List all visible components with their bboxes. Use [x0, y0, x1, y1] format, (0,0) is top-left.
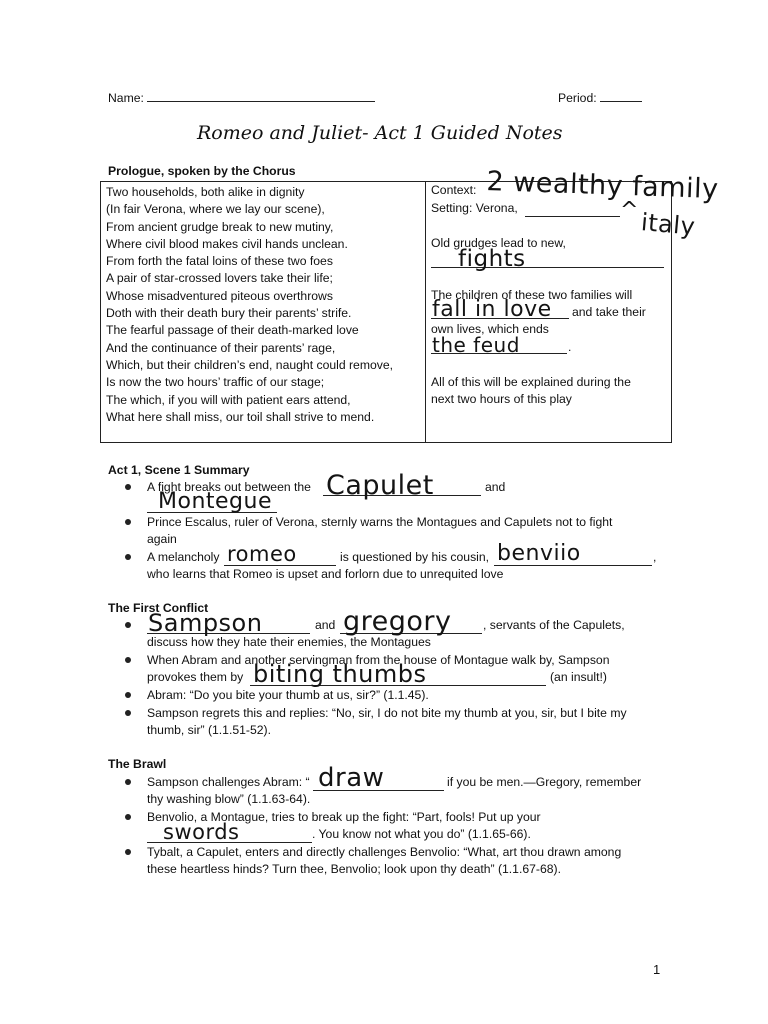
scene1-b2-line2: again — [147, 532, 177, 546]
scene1-heading: Act 1, Scene 1 Summary — [108, 463, 250, 477]
scene1-b1-text: A fight breaks out between the — [147, 480, 311, 494]
conflict-b1-post: , servants of the Capulets, — [483, 618, 625, 632]
grudges-text: Old grudges lead to new, — [431, 236, 566, 250]
brawl-b2-answer: swords — [163, 820, 240, 844]
scene1-b1-answer1: Capulet — [326, 470, 434, 501]
prologue-line: From forth the fatal loins of these two foes — [106, 254, 333, 269]
bullet — [125, 849, 131, 855]
prologue-line: The which, if you will with patient ears attend, — [106, 392, 351, 407]
bullet — [125, 484, 131, 490]
period-field — [558, 89, 642, 105]
conflict-b1-answer2: gregory — [343, 606, 452, 637]
own-lives-period: . — [568, 340, 572, 354]
conflict-b2-post: (an insult!) — [550, 670, 607, 684]
prologue-text-cell — [101, 182, 426, 443]
brawl-b1-answer: draw — [318, 763, 385, 793]
prologue-line: Where civil blood makes civil hands unclean. — [106, 236, 348, 251]
prologue-line: What here shall miss, our toil shall strive to mend. — [106, 409, 375, 424]
name-blank[interactable] — [147, 89, 375, 102]
conflict-b1-answer1: Sampson — [148, 609, 263, 637]
period-label: Period: — [558, 91, 597, 105]
conflict-b3: Abram: “Do you bite your thumb at us, sir?” (1.1.45). — [147, 688, 429, 702]
scene1-b3-text: A melancholy — [147, 550, 220, 564]
prologue-line: And the continuance of their parents’ rage, — [106, 340, 336, 355]
prologue-heading: Prologue, spoken by the Chorus — [108, 164, 296, 178]
page-number: 1 — [653, 962, 661, 977]
scene1-b3-mid: is questioned by his cousin, — [340, 550, 490, 564]
bullet — [125, 622, 131, 628]
conflict-b2-pre: provokes them by — [147, 670, 244, 684]
page-title: Romeo and Juliet- Act 1 Guided Notes — [197, 122, 563, 144]
bullet — [125, 692, 131, 698]
name-field — [108, 89, 375, 105]
brawl-b1-line2: thy washing blow” (1.1.63-64). — [147, 792, 311, 806]
brawl-b2-line1: Benvolio, a Montague, tries to break up the fight: “Part, fools! Put up your — [147, 810, 541, 824]
prologue-line: Two households, both alike in dignity — [106, 185, 305, 199]
brawl-b1-post: if you be men.—Gregory, remember — [447, 775, 642, 789]
grudges-answer: fights — [458, 246, 526, 272]
context-answer: 2 wealthy family — [486, 166, 720, 206]
prologue-line: (In fair Verona, where we lay our scene), — [106, 202, 325, 217]
bullet — [125, 554, 131, 560]
setting-arrow: ^ — [620, 198, 639, 223]
conflict-heading: The First Conflict — [108, 601, 209, 615]
scene1-b3-answer1: romeo — [227, 542, 297, 566]
brawl-b1-pre: Sampson challenges Abram: “ — [147, 775, 310, 789]
brawl-b2-post: . You know not what you do” (1.1.65-66). — [312, 827, 531, 841]
name-label: Name: — [108, 91, 144, 105]
prologue-line: Doth with their death bury their parents’ strife. — [106, 306, 352, 321]
brawl-b3-line2: these heartless hinds? Turn thee, Benvolio; look upon thy death” (1.1.67-68). — [147, 862, 561, 876]
conflict-b4-line2: thumb, sir” (1.1.51-52). — [147, 723, 271, 737]
own-lives-answer: the feud — [432, 333, 520, 357]
bullet — [125, 814, 131, 820]
conflict-b2-line1: When Abram and another servingman from the house of Montague walk by, Sampson — [147, 653, 610, 667]
setting-label: Setting: Verona, — [431, 201, 518, 215]
period-blank[interactable] — [600, 89, 642, 102]
conflict-b2-answer: biting thumbs — [253, 660, 427, 688]
explained-line-2: next two hours of this play — [431, 392, 572, 406]
children-text-2: and take their — [572, 305, 646, 319]
conflict-b1-and: and — [315, 618, 336, 632]
bullet — [125, 779, 131, 785]
children-answer: fall in love — [432, 297, 552, 322]
bullet — [125, 657, 131, 663]
scene1-b1-and: and — [485, 480, 506, 494]
scene1-b2-line1: Prince Escalus, ruler of Verona, sternly warns the Montagues and Capulets not to fight — [147, 515, 613, 529]
setting-blank[interactable] — [525, 204, 620, 217]
scene1-b3-answer2: benviio — [497, 541, 581, 566]
prologue-line: Which, but their children’s end, naught could remove, — [106, 357, 394, 372]
prologue-line: The fearful passage of their death-marked love — [106, 323, 359, 338]
context-label: Context: — [431, 183, 477, 197]
conflict-b4-line1: Sampson regrets this and replies: “No, sir, I do not bite my thumb at you, sir, but I bite my — [147, 706, 627, 720]
scene1-b3-comma: , — [653, 550, 657, 564]
bullet — [125, 710, 131, 716]
scene1-b1-answer2: Montegue — [158, 489, 272, 514]
own-lives-text: own lives, which ends — [431, 322, 549, 336]
prologue-line: A pair of star-crossed lovers take their life; — [106, 271, 333, 286]
prologue-line: From ancient grudge break to new mutiny, — [106, 219, 334, 234]
setting-answer: italy — [640, 208, 697, 241]
prologue-line: Is now the two hours’ traffic of our stage; — [106, 375, 325, 390]
prologue-line: Whose misadventured piteous overthrows — [106, 288, 333, 303]
brawl-b3-line1: Tybalt, a Capulet, enters and directly challenges Benvolio: “What, art thou drawn among — [147, 845, 622, 859]
conflict-b1-line2: discuss how they hate their enemies, the Montagues — [147, 635, 431, 649]
scene1-b3-line2: who learns that Romeo is upset and forlorn due to unrequited love — [147, 567, 504, 581]
brawl-heading: The Brawl — [108, 757, 167, 771]
bullet — [125, 519, 131, 525]
explained-line-1: All of this will be explained during the — [431, 375, 631, 389]
children-text: The children of these two families will — [431, 288, 633, 302]
